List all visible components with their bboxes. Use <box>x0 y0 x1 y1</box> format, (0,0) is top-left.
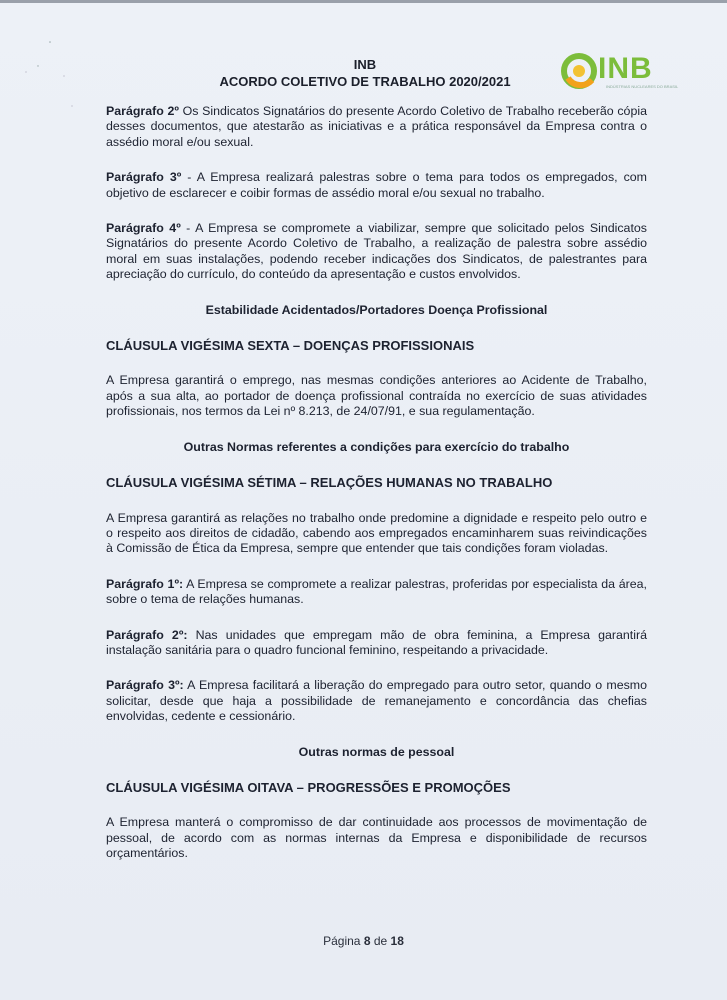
section-heading: Outras Normas referentes a condições para exercício do trabalho <box>183 439 570 454</box>
paragraph-label: Parágrafo 3º: <box>106 678 184 693</box>
logo-subtitle: INDÚSTRIAS NUCLEARES DO BRASIL <box>606 84 679 89</box>
paragraph-2 <box>106 104 647 150</box>
clause-text: A Empresa manterá o compromisso de dar continuidade aos processos de movimentação de pessoal, de acordo com as normas internas da Empresa e disponibilidade de recursos orçamentários. <box>106 815 647 861</box>
total-pages: 18 <box>390 934 404 948</box>
paragraph-text: Os Sindicatos Signatários do presente Acordo Coletivo de Trabalho receberão cópia desses documentos, que atestarão as iniciativas e a prática responsável da Empresa contra o assédio moral e/ou sexual. <box>106 104 647 149</box>
scan-speckles <box>20 40 90 120</box>
header-org: INB <box>353 57 377 72</box>
paragraph-text: Nas unidades que empregam mão de obra feminina, a Empresa garantirá instalação sanitária para o quadro funcional feminino, respeitando a privacidade. <box>106 627 647 657</box>
page-prefix: Página <box>323 934 364 948</box>
document-header <box>190 56 540 90</box>
scan-edge-line <box>0 0 727 3</box>
paragraph-1 <box>106 577 647 608</box>
clause-title: CLÁUSULA VIGÉSIMA SEXTA – DOENÇAS PROFISSIONAIS <box>106 338 475 354</box>
paragraph-3 <box>106 170 647 201</box>
paragraph-label: Parágrafo 2º <box>106 104 179 118</box>
paragraph-3 <box>106 678 647 724</box>
inb-logo <box>560 52 679 94</box>
document-body <box>106 104 647 862</box>
paragraph-label: Parágrafo 3º <box>106 170 182 185</box>
paragraph-4 <box>106 221 647 283</box>
paragraph-text: - A Empresa realizará palestras sobre o tema para todos os empregados, com objetivo de esclarecer e coibir formas de assédio moral e/ou sexual no trabalho. <box>106 170 647 200</box>
clause-text: A Empresa garantirá o emprego, nas mesmas condições anteriores ao Acidente de Trabalho, após a sua alta, ao portador de doença profissional contraída no exercício de suas atividades profissionais, nos termos da Lei nº 8.213, de 24/07/91, e sua regulamentação. <box>106 373 647 419</box>
paragraph-text: A Empresa facilitará a liberação do empregado para outro setor, quando o mesmo solicitar, desde que haja a possibilidade de remanejamento e concordância das chefias envolvidas, cedente e cessionário. <box>106 678 647 724</box>
page-separator: de <box>370 934 391 948</box>
paragraph-text: A Empresa se compromete a realizar palestras, proferidas por especialista da área, sobre o tema de relações humanas. <box>106 576 647 607</box>
clause-text: A Empresa garantirá as relações no trabalho onde predomine a dignidade e respeito pelo outro e o respeito aos direitos de cidadão, cabendo aos empregados encaminharem suas reivindicações à Comissão de Ética da Empresa, sempre que entender que tais condições foram violadas. <box>106 510 647 556</box>
page-number <box>0 934 727 948</box>
paragraph-label: Parágrafo 1º: <box>106 576 184 591</box>
paragraph-text: - A Empresa se compromete a viabilizar, sempre que solicitado pelos Sindicatos Signatários do presente Acordo Coletivo de Trabalho, a realização de palestra sobre assédio moral em suas instalações, podendo receber indicações dos Sindicatos, de palestrantes para apreciação do currículo, do conteúdo da apresentação e custos envolvidos. <box>106 221 647 282</box>
paragraph-label: Parágrafo 4º <box>106 221 181 236</box>
logo-text: INB <box>598 52 653 85</box>
paragraph-2 <box>106 628 647 659</box>
clause-title: CLÁUSULA VIGÉSIMA OITAVA – PROGRESSÕES E PROMOÇÕES <box>106 779 511 795</box>
section-heading: Outras normas de pessoal <box>298 744 455 759</box>
header-title: ACORDO COLETIVO DE TRABALHO 2020/2021 <box>219 74 511 89</box>
clause-title: CLÁUSULA VIGÉSIMA SÉTIMA – RELAÇÕES HUMANAS NO TRABALHO <box>106 475 553 491</box>
logo-mark-icon <box>560 52 598 90</box>
paragraph-label: Parágrafo 2º: <box>106 627 188 642</box>
section-heading: Estabilidade Acidentados/Portadores Doença Profissional <box>205 302 548 317</box>
current-page: 8 <box>363 934 371 948</box>
